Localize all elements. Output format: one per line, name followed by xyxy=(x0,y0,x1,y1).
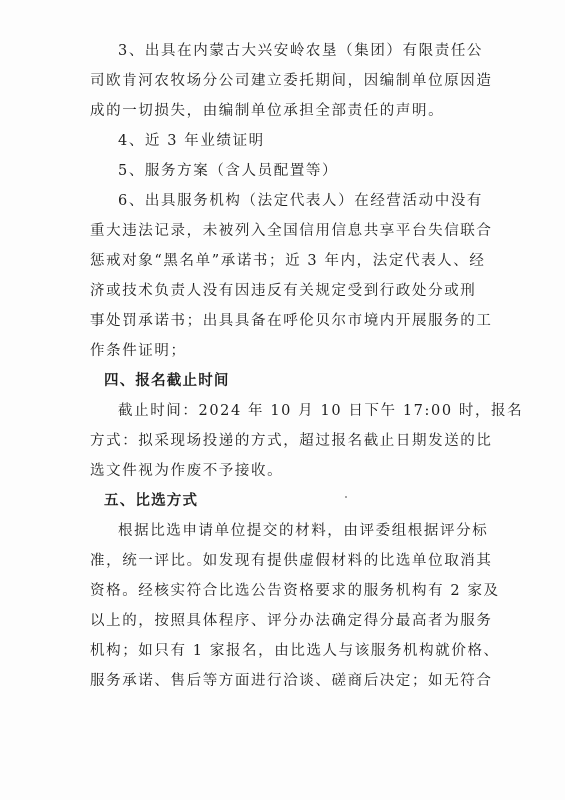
scan-speck xyxy=(345,496,347,498)
item-6-line-2: 重大违法记录，未被列入全国信用信息共享平台失信联合 xyxy=(90,223,493,239)
deadline-line-2: 方式：拟采现场投递的方式，超过报名截止日期发送的比 xyxy=(90,433,493,449)
item-6-line-5: 事处罚承诺书；出具具备在呼伦贝尔市境内开展服务的工 xyxy=(90,313,493,329)
item-5: 5、服务方案（含人员配置等） xyxy=(118,163,339,179)
method-line-2: 准，统一评比。如发现有提供虚假材料的比选单位取消其 xyxy=(90,553,493,569)
method-line-5: 机构；如只有 1 家报名，由比选人与该服务机构就价格、 xyxy=(90,643,500,659)
item-6-line-6: 作条件证明； xyxy=(90,343,187,359)
item-6-line-1: 6、出具服务机构（法定代表人）在经营活动中没有 xyxy=(118,193,484,209)
item-4: 4、近 3 年业绩证明 xyxy=(118,133,265,149)
method-line-1: 根据比选申请单位提交的材料，由评委组根据评分标 xyxy=(118,523,489,539)
item-6-line-4: 济或技术负责人没有因违反有关规定受到行政处分或刑 xyxy=(90,283,477,299)
method-line-6: 服务承诺、售后等方面进行洽谈、磋商后决定；如无符合 xyxy=(90,673,493,689)
item-6-line-3: 惩戒对象“黑名单”承诺书；近 3 年内，法定代表人、经 xyxy=(90,253,486,269)
deadline-line-3: 选文件视为作废不予接收。 xyxy=(90,463,284,479)
section-heading-method: 五、比选方式 xyxy=(104,493,199,509)
deadline-line-1: 截止时间：2024 年 10 月 10 日下午 17:00 时，报名 xyxy=(118,403,524,419)
item-3-line-1: 3、出具在内蒙古大兴安岭农垦（集团）有限责任公 xyxy=(118,43,484,59)
method-line-4: 以上的，按照具体程序、评分办法确定得分最高者为服务 xyxy=(90,613,493,629)
method-line-3: 资格。经核实符合比选公告资格要求的服务机构有 2 家及 xyxy=(90,583,500,599)
section-heading-deadline: 四、报名截止时间 xyxy=(104,373,230,389)
item-3-line-3: 成的一切损失，由编制单位承担全部责任的声明。 xyxy=(90,103,445,119)
item-3-line-2: 司欧肯河农牧场分公司建立委托期间，因编制单位原因造 xyxy=(90,73,493,89)
